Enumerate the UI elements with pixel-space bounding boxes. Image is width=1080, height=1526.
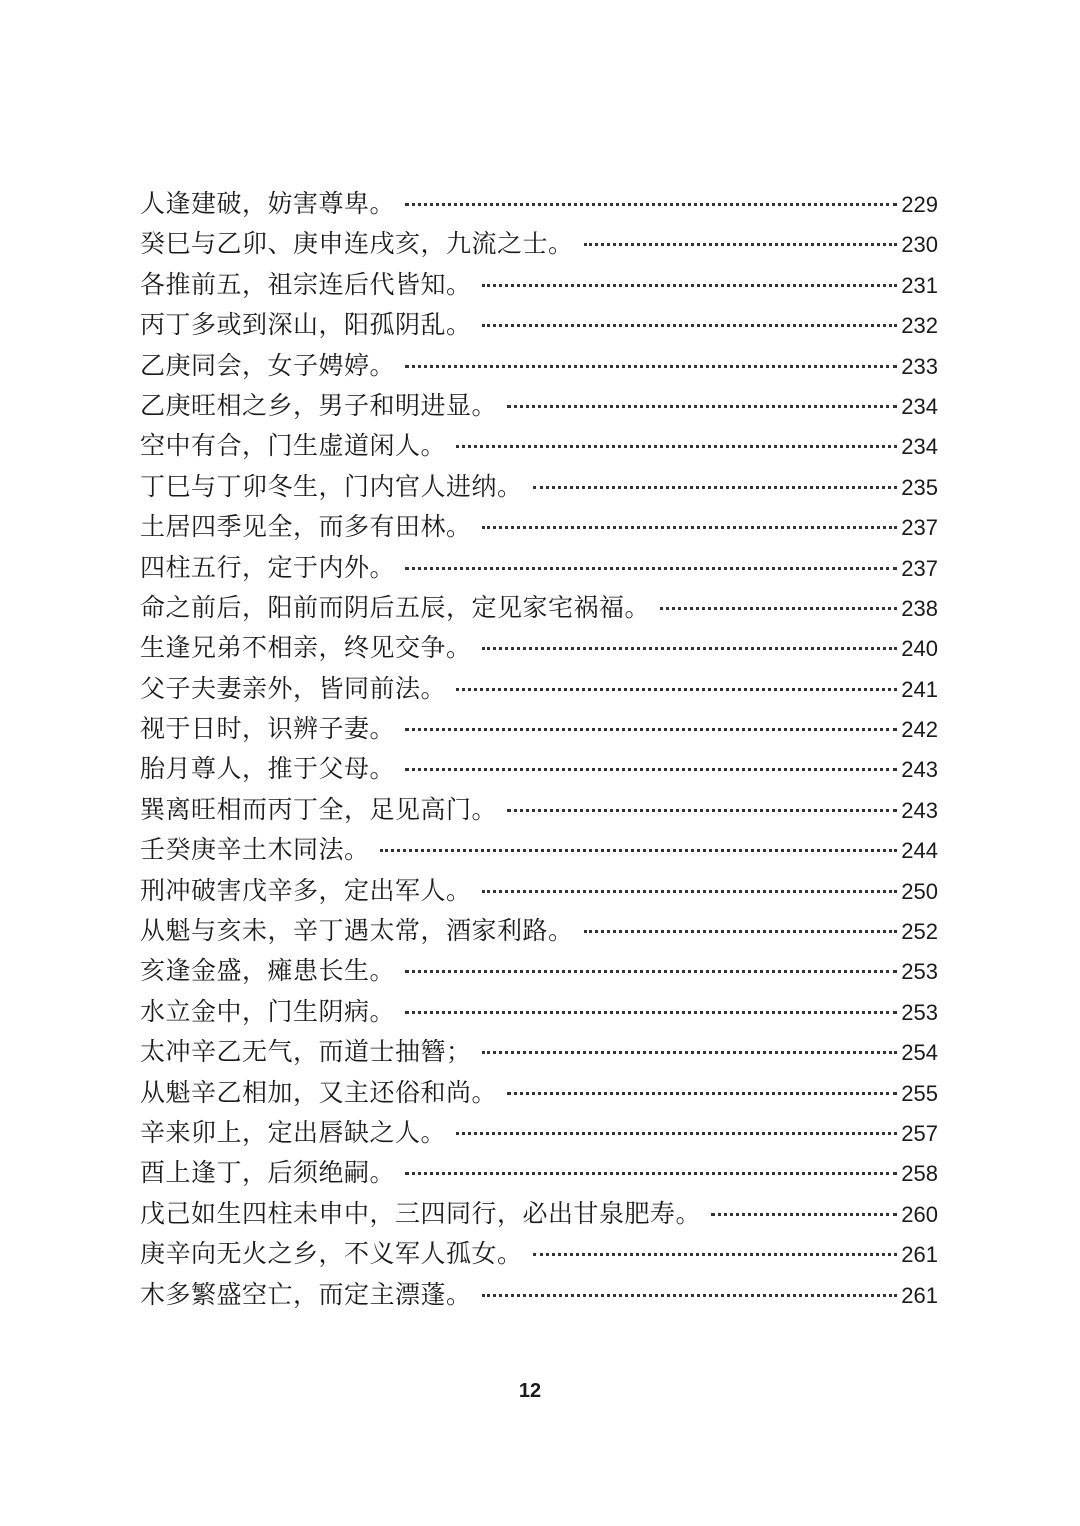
page-number: 12 bbox=[518, 1380, 542, 1402]
toc-entry bbox=[140, 669, 938, 709]
toc-entry-page: 230 bbox=[901, 232, 938, 258]
toc-entry-page: 231 bbox=[901, 272, 938, 298]
toc-entry-title: 戊己如生四柱未申中，三四同行，必出甘泉肥寿。 bbox=[140, 1198, 702, 1228]
toc-entry-title: 酉上逢丁，后须绝嗣。 bbox=[140, 1158, 396, 1188]
toc-entry-title: 乙庚旺相之乡，男子和明进显。 bbox=[140, 390, 498, 420]
dot-leader bbox=[482, 647, 898, 650]
toc-entry-title: 亥逢金盛，瘫患长生。 bbox=[140, 956, 396, 986]
toc-entry-title: 父子夫妻亲外，皆同前法。 bbox=[140, 673, 447, 703]
dot-leader bbox=[533, 1253, 898, 1256]
toc-entry-title: 丁巳与丁卯冬生，门内官人进纳。 bbox=[140, 471, 523, 501]
dot-leader bbox=[405, 970, 897, 973]
toc-entry-page: 233 bbox=[901, 353, 938, 379]
dot-leader bbox=[456, 688, 897, 691]
dot-leader bbox=[405, 1011, 897, 1014]
toc-entry-page: 238 bbox=[901, 595, 938, 621]
toc-entry-title: 乙庚同会，女子娉婷。 bbox=[140, 350, 396, 380]
toc-entry-page: 237 bbox=[901, 555, 938, 581]
toc-entry-title: 胎月尊人，推于父母。 bbox=[140, 754, 396, 784]
toc-entry-title: 土居四季见全，而多有田林。 bbox=[140, 512, 472, 542]
dot-leader bbox=[456, 1132, 897, 1135]
toc-entry-page: 255 bbox=[901, 1080, 938, 1106]
toc-entry bbox=[140, 265, 938, 305]
toc-entry-page: 254 bbox=[901, 1040, 938, 1066]
toc-entry bbox=[140, 1113, 938, 1153]
dot-leader bbox=[456, 445, 897, 448]
toc-entry-page: 234 bbox=[901, 434, 938, 460]
toc-entry-title: 太冲辛乙无气，而道士抽簪； bbox=[140, 1037, 472, 1067]
toc-entry-title: 视于日时，识辨子妻。 bbox=[140, 714, 396, 744]
dot-leader bbox=[507, 809, 897, 812]
toc-entry-title: 癸巳与乙卯、庚申连戌亥，九流之士。 bbox=[140, 229, 574, 259]
toc-entry-title: 刑冲破害戊辛多，定出军人。 bbox=[140, 875, 472, 905]
toc-entry-page: 235 bbox=[901, 474, 938, 500]
dot-leader bbox=[584, 243, 898, 246]
toc-entry bbox=[140, 1073, 938, 1113]
toc-entry-page: 261 bbox=[901, 1242, 938, 1268]
toc-entry-title: 丙丁多或到深山，阳孤阴乱。 bbox=[140, 310, 472, 340]
dot-leader bbox=[507, 1092, 897, 1095]
toc-entry bbox=[140, 830, 938, 870]
toc-entry-title: 从魁辛乙相加，又主还俗和尚。 bbox=[140, 1077, 498, 1107]
toc-entry-page: 229 bbox=[901, 192, 938, 217]
dot-leader bbox=[482, 324, 898, 327]
toc-entry bbox=[140, 790, 938, 830]
toc-entry-page: 243 bbox=[901, 757, 938, 783]
toc-entry bbox=[140, 951, 938, 991]
dot-leader bbox=[405, 728, 897, 731]
toc-entry bbox=[140, 346, 938, 386]
toc-entry bbox=[140, 749, 938, 789]
table-of-contents bbox=[140, 184, 938, 1315]
toc-entry bbox=[140, 184, 938, 224]
toc-entry-title: 命之前后，阳前而阴后五辰，定见家宅祸福。 bbox=[140, 592, 651, 622]
toc-entry-page: 242 bbox=[901, 717, 938, 743]
dot-leader bbox=[405, 567, 897, 570]
dot-leader bbox=[482, 526, 898, 529]
toc-entry bbox=[140, 548, 938, 588]
toc-entry bbox=[140, 588, 938, 628]
toc-entry bbox=[140, 628, 938, 668]
toc-entry bbox=[140, 426, 938, 466]
toc-entry bbox=[140, 507, 938, 547]
dot-leader bbox=[482, 1294, 898, 1297]
toc-entry-page: 237 bbox=[901, 515, 938, 541]
toc-entry-page: 244 bbox=[901, 838, 938, 864]
toc-entry-page: 261 bbox=[901, 1282, 938, 1308]
toc-entry-page: 250 bbox=[901, 878, 938, 904]
toc-entry-title: 巽离旺相而丙丁全，足见高门。 bbox=[140, 794, 498, 824]
toc-entry bbox=[140, 224, 938, 264]
toc-entry-title: 各推前五，祖宗连后代皆知。 bbox=[140, 269, 472, 299]
dot-leader bbox=[482, 890, 898, 893]
toc-entry bbox=[140, 305, 938, 345]
toc-entry bbox=[140, 1032, 938, 1072]
toc-entry-title: 木多繁盛空亡，而定主漂蓬。 bbox=[140, 1279, 472, 1309]
toc-entry-title: 从魁与亥未，辛丁遇太常，酒家利路。 bbox=[140, 916, 574, 946]
toc-entry-title: 人逢建破，妨害尊卑。 bbox=[140, 189, 396, 218]
toc-entry bbox=[140, 1153, 938, 1193]
toc-entry-title: 空中有合，门生虚道闲人。 bbox=[140, 431, 447, 461]
toc-entry-page: 241 bbox=[901, 676, 938, 702]
toc-entry bbox=[140, 992, 938, 1032]
toc-entry bbox=[140, 911, 938, 951]
toc-entry-page: 252 bbox=[901, 919, 938, 945]
toc-entry bbox=[140, 1194, 938, 1234]
toc-entry-page: 243 bbox=[901, 797, 938, 823]
toc-entry bbox=[140, 709, 938, 749]
toc-entry-page: 253 bbox=[901, 999, 938, 1025]
toc-entry-page: 258 bbox=[901, 1161, 938, 1187]
toc-entry-page: 253 bbox=[901, 959, 938, 985]
dot-leader bbox=[533, 486, 898, 489]
toc-entry-title: 生逢兄弟不相亲，终见交争。 bbox=[140, 633, 472, 663]
dot-leader bbox=[507, 405, 897, 408]
toc-entry bbox=[140, 871, 938, 911]
toc-entry bbox=[140, 1275, 938, 1315]
toc-entry bbox=[140, 1234, 938, 1274]
toc-entry-title: 庚辛向无火之乡，不义军人孤女。 bbox=[140, 1239, 523, 1269]
dot-leader bbox=[711, 1213, 897, 1216]
dot-leader bbox=[482, 1051, 898, 1054]
dot-leader bbox=[405, 768, 897, 771]
toc-entry-title: 壬癸庚辛土木同法。 bbox=[140, 835, 370, 865]
toc-entry bbox=[140, 467, 938, 507]
toc-entry-title: 四柱五行，定于内外。 bbox=[140, 552, 396, 582]
dot-leader bbox=[405, 1172, 897, 1175]
toc-entry bbox=[140, 386, 938, 426]
toc-entry-page: 257 bbox=[901, 1120, 938, 1146]
toc-entry-page: 240 bbox=[901, 636, 938, 662]
dot-leader bbox=[584, 930, 898, 933]
toc-entry-title: 水立金中，门生阴病。 bbox=[140, 996, 396, 1026]
dot-leader bbox=[380, 849, 898, 852]
dot-leader bbox=[482, 284, 898, 287]
toc-entry-page: 232 bbox=[901, 313, 938, 339]
dot-leader bbox=[405, 203, 897, 206]
dot-leader bbox=[405, 365, 897, 368]
toc-entry-page: 234 bbox=[901, 393, 938, 419]
dot-leader bbox=[660, 607, 897, 610]
toc-entry-title: 辛来卯上，定出唇缺之人。 bbox=[140, 1117, 447, 1147]
toc-entry-page: 260 bbox=[901, 1201, 938, 1227]
